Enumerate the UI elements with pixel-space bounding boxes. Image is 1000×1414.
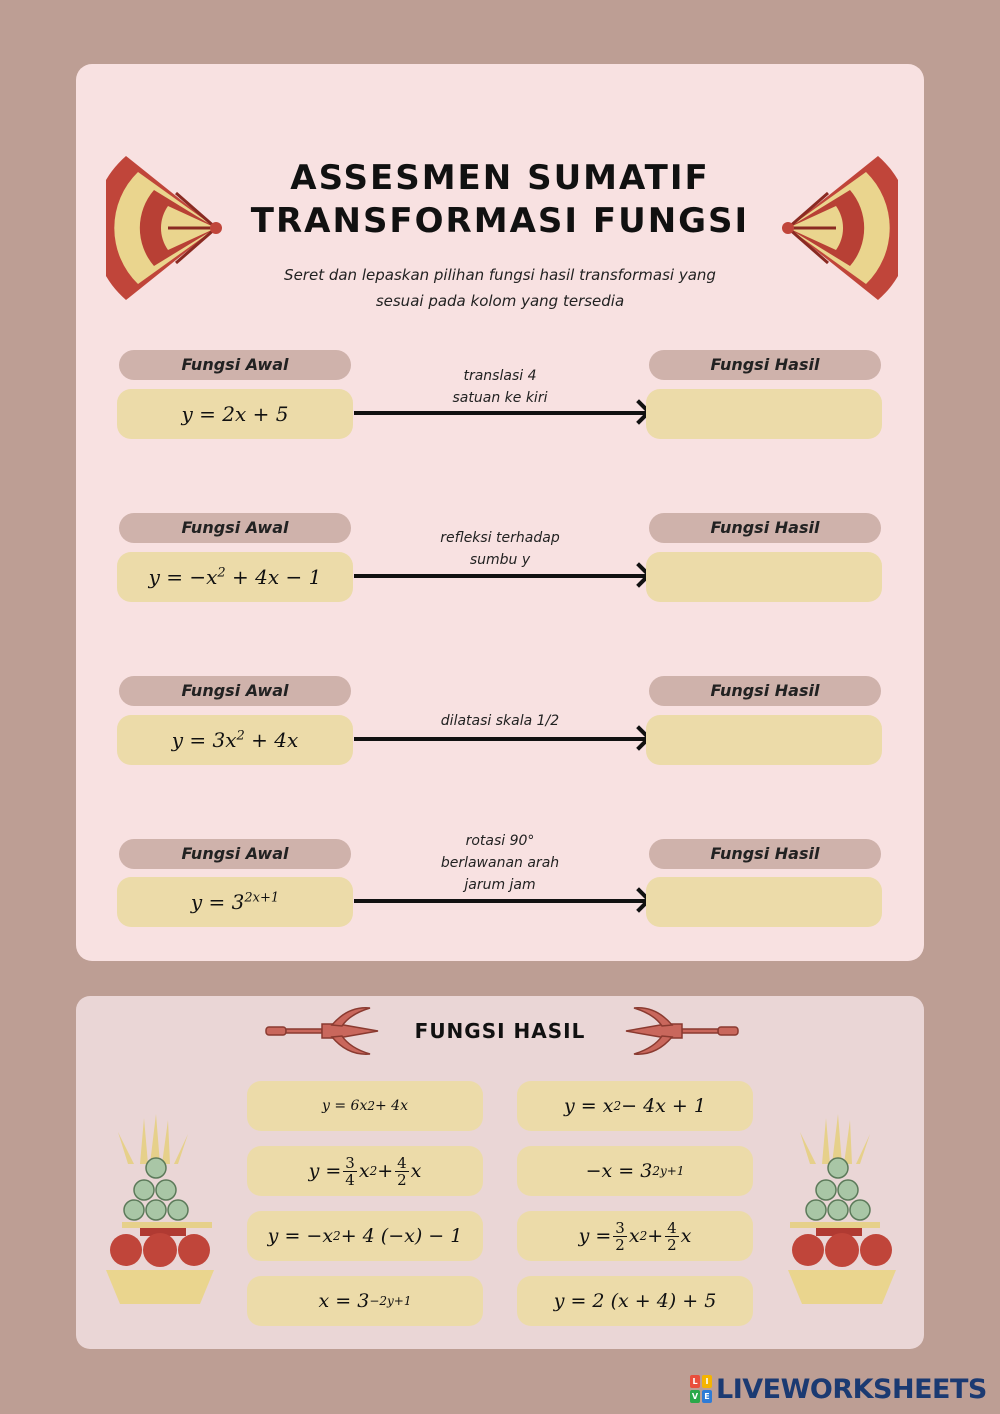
denominator: 4 bbox=[345, 1170, 355, 1189]
transformation-line2: satuan ke kiri bbox=[452, 390, 548, 406]
option-7[interactable]: x = 3 −2y+1 bbox=[247, 1276, 483, 1326]
initial-function-box bbox=[117, 552, 353, 602]
transformation-line1: dilatasi skala 1/2 bbox=[440, 713, 560, 729]
opt-var: x bbox=[680, 1225, 692, 1247]
transformation-line3: jarum jam bbox=[464, 877, 536, 893]
denominator: 2 bbox=[397, 1170, 407, 1189]
result-drop-zone[interactable] bbox=[646, 389, 882, 439]
transformation-label bbox=[395, 710, 605, 732]
option-1[interactable]: y = 6x 2 + 4x bbox=[247, 1081, 483, 1131]
transformation-label bbox=[395, 830, 605, 896]
offering-left-icon bbox=[104, 1114, 216, 1314]
arrow bbox=[354, 411, 646, 415]
liveworksheets-logo bbox=[690, 1372, 987, 1406]
opt-var: x bbox=[628, 1225, 640, 1247]
trident-left-icon bbox=[262, 1004, 382, 1058]
arrow bbox=[354, 737, 646, 741]
func-rest: + 4x − 1 bbox=[225, 565, 322, 589]
func-rest: + 4x bbox=[244, 728, 299, 752]
numerator: 3 bbox=[615, 1218, 625, 1237]
opt-plus: + bbox=[377, 1160, 394, 1182]
option-6[interactable]: y = $\frac{3}{2}$ x 2 + $\frac{4}{2}$ x bbox=[517, 1211, 753, 1261]
opt-pre: y = bbox=[578, 1225, 612, 1247]
fraction bbox=[343, 1155, 357, 1188]
opt-pre: y = bbox=[308, 1160, 342, 1182]
option-3[interactable]: y = $\frac{3}{4}$ x 2 + $\frac{4}{2}$ x bbox=[247, 1146, 483, 1196]
func-base: y = 3x bbox=[171, 728, 237, 752]
trident-right-icon bbox=[622, 1004, 742, 1058]
initial-function-label: Fungsi Awal bbox=[119, 350, 351, 380]
opt-base: y = x bbox=[564, 1095, 614, 1117]
logo-letter: I bbox=[702, 1375, 712, 1388]
numerator: 4 bbox=[397, 1153, 407, 1172]
transformation-line1: translasi 4 bbox=[463, 368, 537, 384]
initial-function-label: Fungsi Awal bbox=[119, 839, 351, 869]
options-title: FUNGSI HASIL bbox=[414, 1019, 586, 1043]
numerator: 4 bbox=[667, 1218, 677, 1237]
fan-left-icon bbox=[106, 148, 230, 308]
liveworksheets-icon bbox=[690, 1375, 712, 1403]
opt-rest: + 4x bbox=[375, 1098, 408, 1114]
transformation-line1: rotasi 90° bbox=[465, 833, 535, 849]
denominator: 2 bbox=[615, 1235, 625, 1254]
logo-letter: E bbox=[702, 1390, 712, 1403]
result-drop-zone[interactable] bbox=[646, 552, 882, 602]
result-function-label: Fungsi Hasil bbox=[649, 839, 881, 869]
initial-function-box bbox=[117, 715, 353, 765]
func-base: y = 3 bbox=[190, 890, 245, 914]
option-4[interactable]: −x = 3 2y+1 bbox=[517, 1146, 753, 1196]
func-exp: 2x+1 bbox=[244, 890, 280, 906]
opt-var: x bbox=[410, 1160, 422, 1182]
opt-var: x bbox=[358, 1160, 370, 1182]
func-exp: 2 bbox=[217, 565, 226, 581]
instruction-line2: sesuai pada kolom yang tersedia bbox=[375, 292, 625, 310]
transformation-line1: refleksi terhadap bbox=[440, 530, 560, 546]
instruction-text bbox=[245, 262, 755, 314]
initial-function-label: Fungsi Awal bbox=[119, 676, 351, 706]
fraction bbox=[665, 1220, 679, 1253]
page-title-line1: ASSESMEN SUMATIF bbox=[290, 158, 710, 198]
initial-function-label: Fungsi Awal bbox=[119, 513, 351, 543]
option-2[interactable]: y = x 2 − 4x + 1 bbox=[517, 1081, 753, 1131]
initial-function-box bbox=[117, 877, 353, 927]
result-drop-zone[interactable] bbox=[646, 715, 882, 765]
result-drop-zone[interactable] bbox=[646, 877, 882, 927]
arrow bbox=[354, 574, 646, 578]
logo-letter: V bbox=[691, 1392, 699, 1401]
brand-text: LIVEWORKSHEETS bbox=[716, 1373, 987, 1405]
transformation-line2: sumbu y bbox=[469, 552, 531, 568]
offering-right-icon bbox=[786, 1114, 898, 1314]
page-title-line2: TRANSFORMASI FUNGSI bbox=[250, 201, 750, 241]
result-function-label: Fungsi Hasil bbox=[649, 513, 881, 543]
opt-base: y = 6x bbox=[322, 1098, 368, 1114]
result-function-label: Fungsi Hasil bbox=[649, 350, 881, 380]
opt-base: x = 3 bbox=[318, 1290, 370, 1312]
instruction-line1: Seret dan lepaskan pilihan fungsi hasil transformasi yang bbox=[284, 266, 716, 284]
initial-function-text: y = 2x + 5 bbox=[181, 402, 289, 426]
logo-letter: L bbox=[690, 1375, 700, 1388]
func-exp: 2 bbox=[236, 728, 245, 744]
initial-function-box bbox=[117, 389, 353, 439]
fan-right-icon bbox=[774, 148, 898, 308]
opt-base: −x = 3 bbox=[585, 1160, 653, 1182]
fraction bbox=[395, 1155, 409, 1188]
opt-rest: + 4 (−x) − 1 bbox=[340, 1225, 463, 1247]
opt-base: y = −x bbox=[267, 1225, 334, 1247]
fraction bbox=[613, 1220, 627, 1253]
transformation-line2: berlawanan arah bbox=[440, 855, 560, 871]
transformation-label bbox=[395, 527, 605, 571]
func-base: y = −x bbox=[148, 565, 218, 589]
transformation-label bbox=[395, 365, 605, 409]
option-5[interactable]: y = −x 2 + 4 (−x) − 1 bbox=[247, 1211, 483, 1261]
opt-plus: + bbox=[647, 1225, 664, 1247]
result-function-label: Fungsi Hasil bbox=[649, 676, 881, 706]
numerator: 3 bbox=[345, 1153, 355, 1172]
arrow bbox=[354, 899, 646, 903]
opt-rest: − 4x + 1 bbox=[621, 1095, 706, 1117]
option-8[interactable] bbox=[517, 1276, 753, 1326]
denominator: 2 bbox=[667, 1235, 677, 1254]
opt-text: y = 2 (x + 4) + 5 bbox=[553, 1290, 717, 1312]
